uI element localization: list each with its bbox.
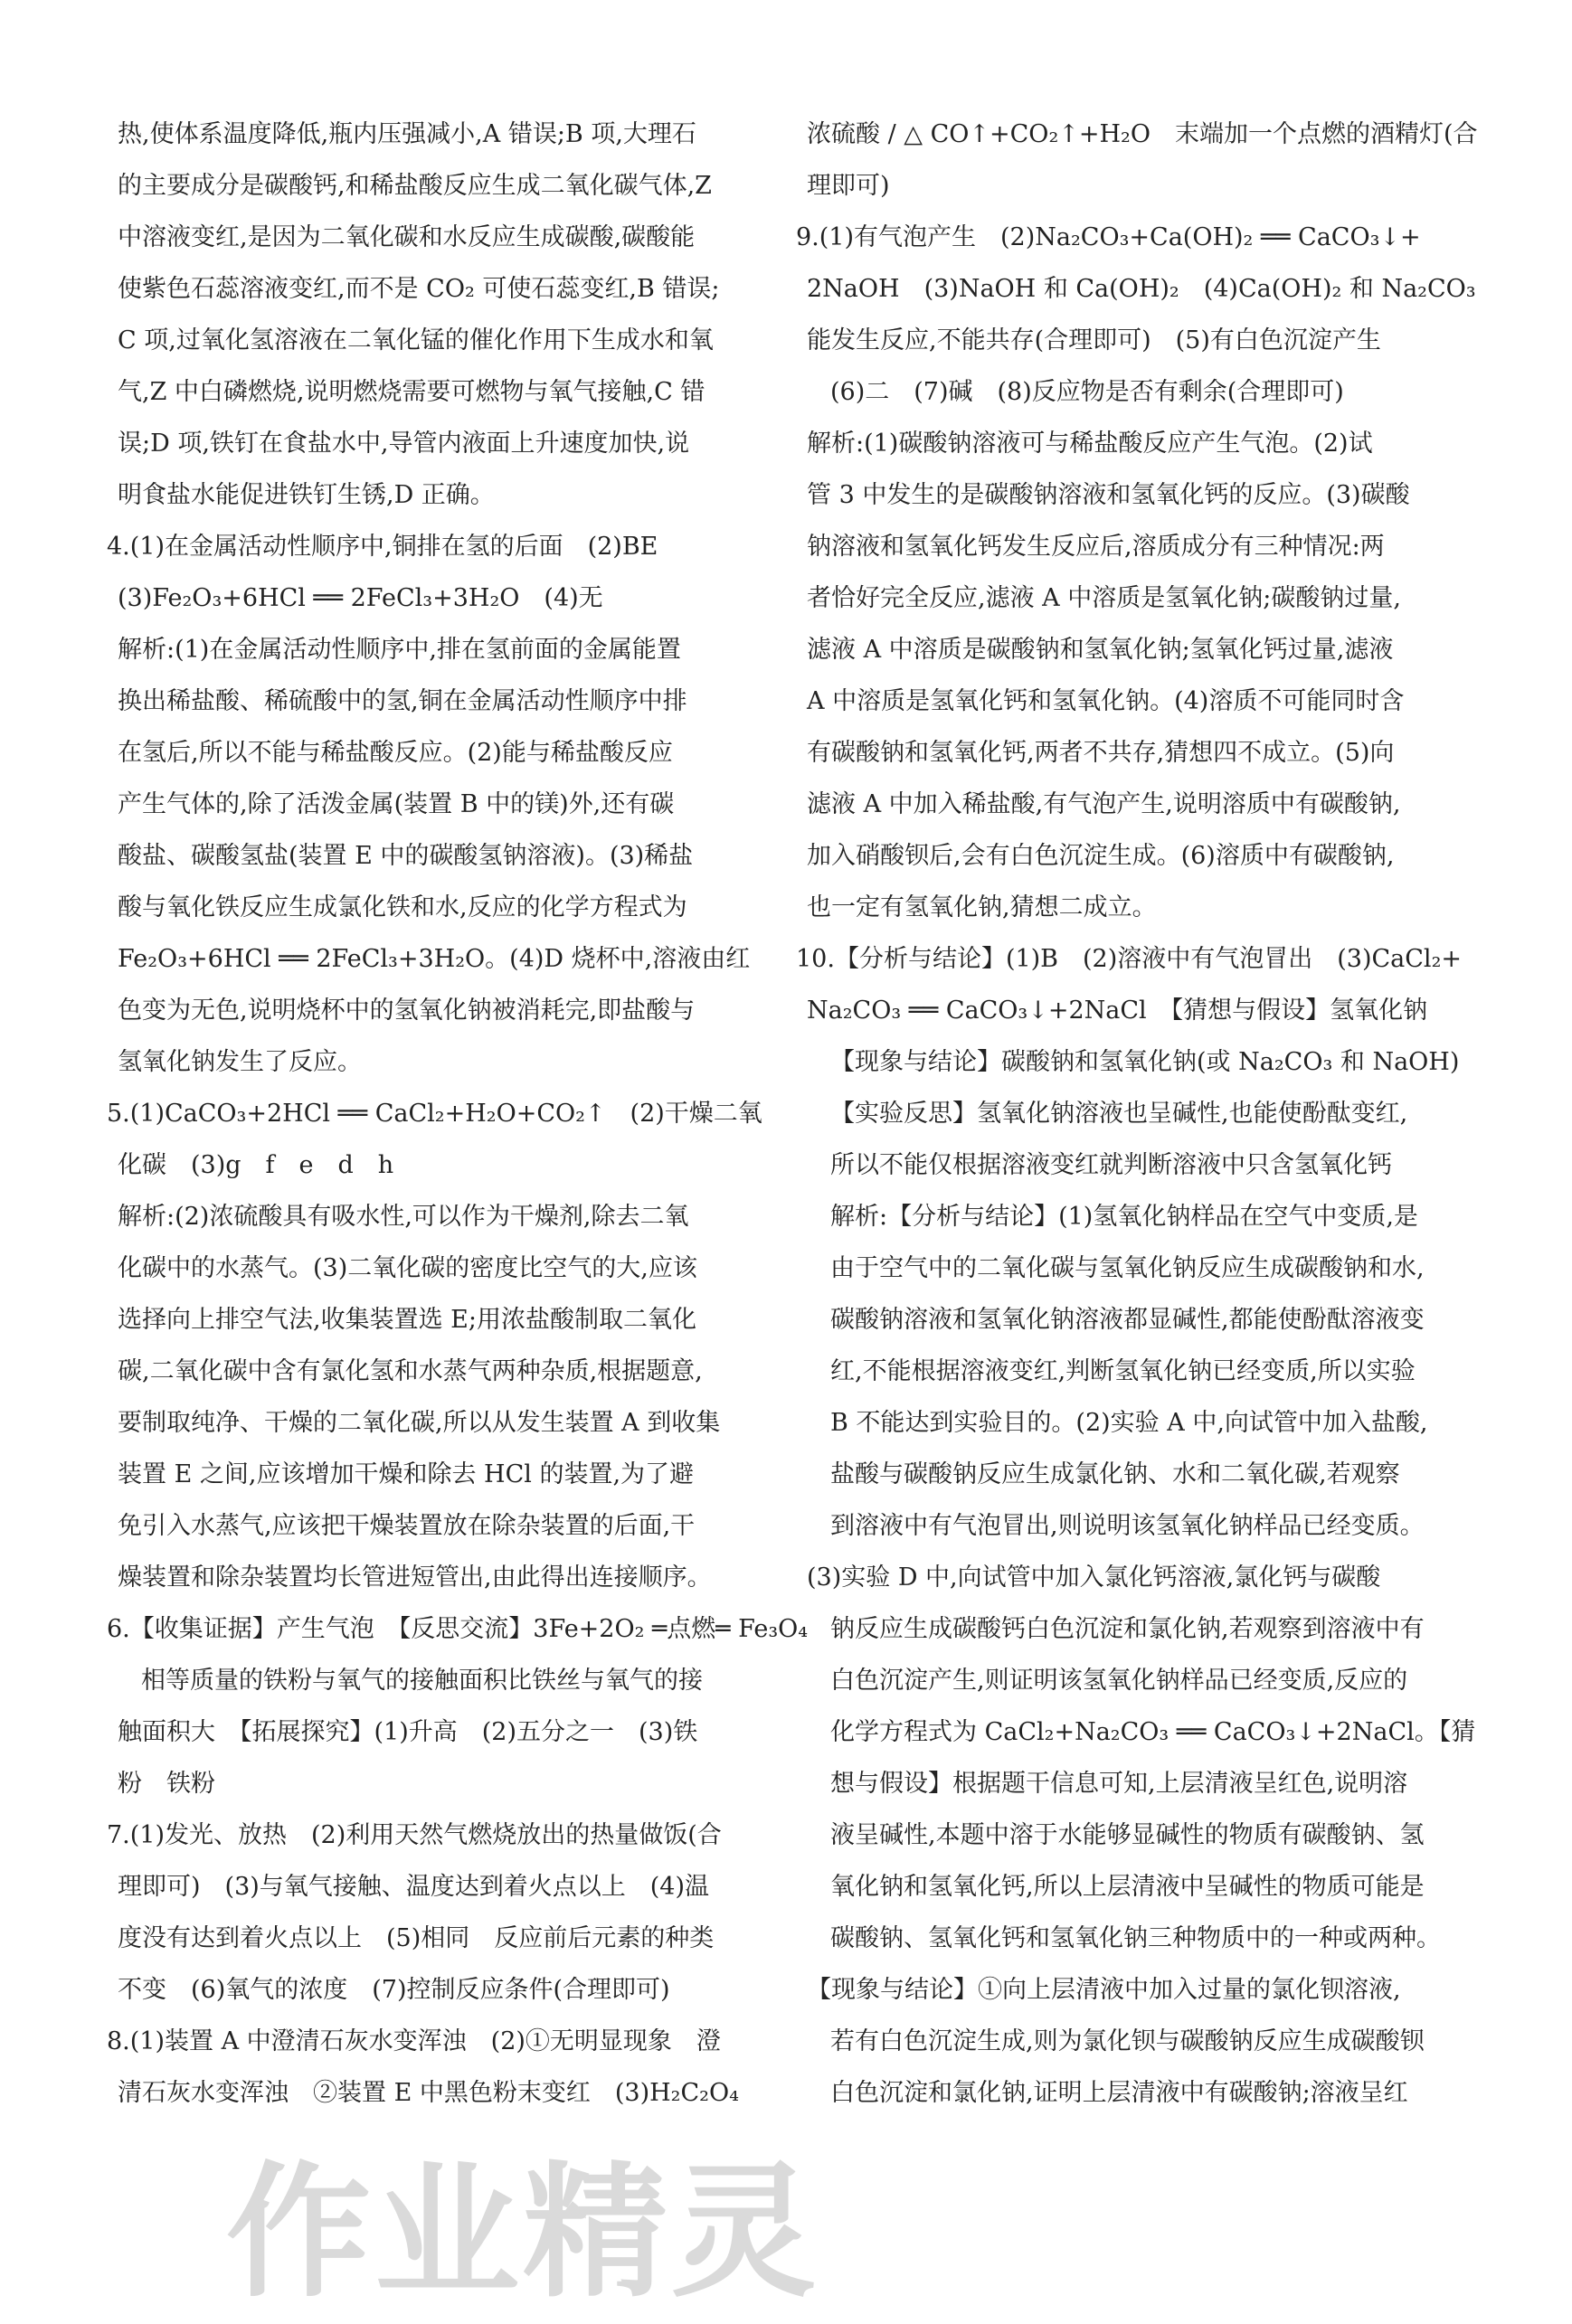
left-line: (3)Fe₂O₃+6HCl ══ 2FeCl₃+3H₂O (4)无 xyxy=(118,584,603,612)
left-line: 解析:(1)在金属活动性顺序中,排在氢前面的金属能置 xyxy=(118,636,681,664)
right-line: 【现象与结论】①向上层清液中加入过量的氯化钡溶液, xyxy=(807,1976,1401,2004)
right-line: 盐酸与碳酸钠反应生成氯化钠、水和二氧化碳,若观察 xyxy=(830,1460,1400,1488)
right-line: 9.(1)有气泡产生 (2)Na₂CO₃+Ca(OH)₂ ══ CaCO₃↓+ xyxy=(796,223,1421,251)
left-line: 清石灰水变浑浊 ②装置 E 中黑色粉末变红 (3)H₂C₂O₄ xyxy=(118,2079,739,2107)
right-line: 解析:【分析与结论】(1)氢氧化钠样品在空气中变质,是 xyxy=(830,1203,1418,1231)
left-line: C 项,过氧化氢溶液在二氧化锰的催化作用下生成水和氧 xyxy=(118,326,714,354)
left-line: 误;D 项,铁钉在食盐水中,导管内液面上升速度加快,说 xyxy=(118,430,690,458)
right-line: 有碳酸钠和氢氧化钙,两者不共存,猜想四不成立。(5)向 xyxy=(807,739,1395,767)
right-line: 想与假设】根据题干信息可知,上层清液呈红色,说明溶 xyxy=(830,1770,1408,1798)
left-line: 产生气体的,除了活泼金属(装置 B 中的镁)外,还有碳 xyxy=(118,790,675,818)
right-line: 滤液 A 中溶质是碳酸钠和氢氧化钠;氢氧化钙过量,滤液 xyxy=(807,636,1394,664)
left-line: 5.(1)CaCO₃+2HCl ══ CaCl₂+H₂O+CO₂↑ (2)干燥二氧 xyxy=(107,1100,762,1128)
left-line: 4.(1)在金属活动性顺序中,铜排在氢的后面 (2)BE xyxy=(107,533,658,561)
right-line: 化学方程式为 CaCl₂+Na₂CO₃ ══ CaCO₃↓+2NaCl。【猜 xyxy=(830,1718,1476,1746)
right-line: 所以不能仅根据溶液变红就判断溶液中只含氢氧化钙 xyxy=(830,1151,1392,1179)
left-column xyxy=(107,109,809,2119)
left-line: 酸与氧化铁反应生成氯化铁和水,反应的化学方程式为 xyxy=(118,893,687,921)
right-line: 浓硫酸 / △ CO↑+CO₂↑+H₂O 末端加一个点燃的酒精灯(合 xyxy=(807,120,1478,148)
left-line: 免引入水蒸气,应该把干燥装置放在除杂装置的后面,干 xyxy=(118,1512,696,1540)
right-line: 【现象与结论】碳酸钠和氢氧化钠(或 Na₂CO₃ 和 NaOH) xyxy=(830,1048,1460,1076)
left-line: 色变为无色,说明烧杯中的氢氧化钠被消耗完,即盐酸与 xyxy=(118,997,696,1025)
left-line: 换出稀盐酸、稀硫酸中的氢,铜在金属活动性顺序中排 xyxy=(118,687,687,715)
right-line: 红,不能根据溶液变红,判断氢氧化钠已经变质,所以实验 xyxy=(830,1357,1416,1385)
right-line: 液呈碱性,本题中溶于水能够显碱性的物质有碳酸钠、氢 xyxy=(830,1821,1425,1849)
right-line: B 不能达到实验目的。(2)实验 A 中,向试管中加入盐酸, xyxy=(830,1409,1428,1437)
left-line: 的主要成分是碳酸钙,和稀盐酸反应生成二氧化碳气体,Z xyxy=(118,172,712,200)
right-line: 者恰好完全反应,滤液 A 中溶质是氢氧化钠;碳酸钠过量, xyxy=(807,584,1401,612)
right-line: A 中溶质是氢氧化钙和氢氧化钠。(4)溶质不可能同时含 xyxy=(807,687,1405,715)
left-line: 使紫色石蕊溶液变红,而不是 CO₂ 可使石蕊变红,B 错误; xyxy=(118,275,720,303)
right-line: 【实验反思】氢氧化钠溶液也呈碱性,也能使酚酞变红, xyxy=(830,1100,1408,1128)
left-line: 中溶液变红,是因为二氧化碳和水反应生成碳酸,碳酸能 xyxy=(118,223,696,251)
right-line: 管 3 中发生的是碳酸钠溶液和氢氧化钙的反应。(3)碳酸 xyxy=(807,481,1410,509)
left-line: 气,Z 中白磷燃烧,说明燃烧需要可燃物与氧气接触,C 错 xyxy=(118,378,706,406)
right-line: 能发生反应,不能共存(合理即可) (5)有白色沉淀产生 xyxy=(807,326,1381,354)
left-line: 度没有达到着火点以上 (5)相同 反应前后元素的种类 xyxy=(118,1924,715,1952)
right-line: 白色沉淀和氯化钠,证明上层清液中有碳酸钠;溶液呈红 xyxy=(830,2079,1408,2107)
left-line: 解析:(2)浓硫酸具有吸水性,可以作为干燥剂,除去二氧 xyxy=(118,1203,689,1231)
left-line: 6.【收集证据】产生气泡 【反思交流】3Fe+2O₂ ═点燃═ Fe₃O₄ xyxy=(107,1615,809,1643)
left-line: 酸盐、碳酸氢盐(装置 E 中的碳酸氢钠溶液)。(3)稀盐 xyxy=(118,842,694,870)
watermark: 作业精灵 xyxy=(226,2148,820,2317)
left-line: 化碳中的水蒸气。(3)二氧化碳的密度比空气的大,应该 xyxy=(118,1254,697,1282)
left-line: 相等质量的铁粉与氧气的接触面积比铁丝与氧气的接 xyxy=(141,1667,703,1695)
right-column xyxy=(796,109,1483,2119)
left-line: 粉 铁粉 xyxy=(118,1770,215,1798)
right-line: (6)二 (7)碱 (8)反应物是否有剩余(合理即可) xyxy=(830,378,1344,406)
left-line: 在氢后,所以不能与稀盐酸反应。(2)能与稀盐酸反应 xyxy=(118,739,673,767)
left-line: 氢氧化钠发生了反应。 xyxy=(118,1048,362,1076)
right-line: 由于空气中的二氧化碳与氢氧化钠反应生成碳酸钠和水, xyxy=(830,1254,1425,1282)
left-line: 碳,二氧化碳中含有氯化氢和水蒸气两种杂质,根据题意, xyxy=(118,1357,703,1385)
right-line: 碳酸钠、氢氧化钙和氢氧化钠三种物质中的一种或两种。 xyxy=(830,1924,1441,1952)
right-line: 若有白色沉淀生成,则为氯化钡与碳酸钠反应生成碳酸钡 xyxy=(830,2027,1425,2055)
right-line: 2NaOH (3)NaOH 和 Ca(OH)₂ (4)Ca(OH)₂ 和 Na₂CO₃ xyxy=(807,275,1476,303)
right-line: 氧化钠和氢氧化钙,所以上层清液中呈碱性的物质可能是 xyxy=(830,1873,1425,1901)
left-line: 化碳 (3)g f e d h xyxy=(118,1151,394,1179)
right-line: 理即可) xyxy=(807,172,890,200)
left-line: 选择向上排空气法,收集装置选 E;用浓盐酸制取二氧化 xyxy=(118,1306,696,1334)
right-line: 解析:(1)碳酸钠溶液可与稀盐酸反应产生气泡。(2)试 xyxy=(807,430,1373,458)
right-line: 加入硝酸钡后,会有白色沉淀生成。(6)溶质中有碳酸钠, xyxy=(807,842,1395,870)
left-line: 8.(1)装置 A 中澄清石灰水变浑浊 (2)①无明显现象 澄 xyxy=(107,2027,721,2055)
right-line: 到溶液中有气泡冒出,则说明该氢氧化钠样品已经变质。 xyxy=(830,1512,1425,1540)
right-line: 滤液 A 中加入稀盐酸,有气泡产生,说明溶质中有碳酸钠, xyxy=(807,790,1401,818)
left-line: 装置 E 之间,应该增加干燥和除去 HCl 的装置,为了避 xyxy=(118,1460,695,1488)
left-line: 不变 (6)氧气的浓度 (7)控制反应条件(合理即可) xyxy=(118,1976,670,2004)
left-line: 要制取纯净、干燥的二氧化碳,所以从发生装置 A 到收集 xyxy=(118,1409,721,1437)
right-line: 碳酸钠溶液和氢氧化钠溶液都显碱性,都能使酚酞溶液变 xyxy=(830,1306,1425,1334)
left-line: Fe₂O₃+6HCl ══ 2FeCl₃+3H₂O。(4)D 烧杯中,溶液由红 xyxy=(118,945,751,973)
right-line: 也一定有氢氧化钠,猜想二成立。 xyxy=(807,893,1157,921)
right-line: Na₂CO₃ ══ CaCO₃↓+2NaCl 【猜想与假设】氢氧化钠 xyxy=(807,997,1428,1025)
left-line: 理即可) (3)与氧气接触、温度达到着火点以上 (4)温 xyxy=(118,1873,710,1901)
left-line: 燥装置和除杂装置均长管进短管出,由此得出连接顺序。 xyxy=(118,1564,712,1592)
right-line: 钠反应生成碳酸钙白色沉淀和氯化钠,若观察到溶液中有 xyxy=(830,1615,1425,1643)
right-line: 10.【分析与结论】(1)B (2)溶液中有气泡冒出 (3)CaCl₂+ xyxy=(796,945,1463,973)
right-line: 白色沉淀产生,则证明该氢氧化钠样品已经变质,反应的 xyxy=(830,1667,1408,1695)
left-line: 明食盐水能促进铁钉生锈,D 正确。 xyxy=(118,481,495,509)
right-line: 钠溶液和氢氧化钙发生反应后,溶质成分有三种情况:两 xyxy=(807,533,1385,561)
left-line: 热,使体系温度降低,瓶内压强减小,A 错误;B 项,大理石 xyxy=(118,120,696,148)
left-line: 触面积大 【拓展探究】(1)升高 (2)五分之一 (3)铁 xyxy=(118,1718,698,1746)
right-line: (3)实验 D 中,向试管中加入氯化钙溶液,氯化钙与碳酸 xyxy=(807,1564,1381,1592)
left-line: 7.(1)发光、放热 (2)利用天然气燃烧放出的热量做饭(合 xyxy=(107,1821,722,1849)
